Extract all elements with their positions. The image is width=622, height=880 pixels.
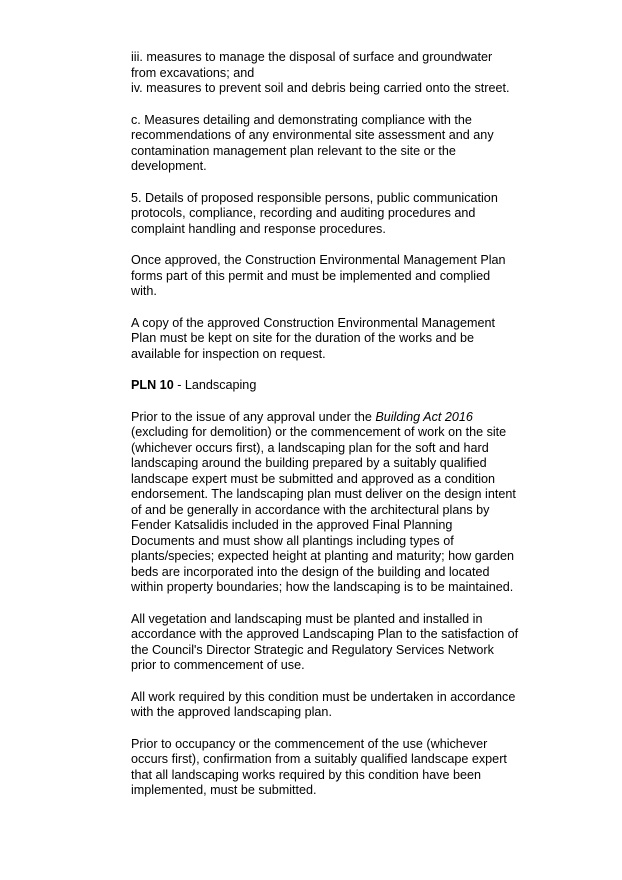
- paragraph-environmental-compliance: c. Measures detailing and demonstrating compliance with the recommendations of any environmental site assessment and any contamination management plan relevant to the site or the development.: [131, 112, 494, 173]
- landscaping-intro-text: Prior to the issue of any approval under the: [131, 409, 376, 424]
- paragraph-landscaping-plan: [131, 410, 531, 596]
- paragraph-cemp-copy: A copy of the approved Construction Environmental Management Plan must be kept on site for the duration of the works and be available for inspection on request.: [131, 315, 496, 361]
- paragraph-excavation-measures: iii. measures to manage the disposal of surface and groundwater from excavations; and iv. measures to prevent soil and debris being carried onto the street.: [131, 50, 510, 95]
- landscaping-intro-rest: (excluding for demolition) or the commencement of work on the site (whichever occurs first), a landscaping plan for the soft and hard landscaping around the building prepared by a suitably qualified landscape expert must be submitted and approved as a condition endorsement. The landscaping plan must deliver on the design intent of and be generally in accordance with the architectural plans by Fender Katsalidis included in the approved Final Planning Documents and must show all plantings including types of plants/species; expected height at planting and maturity; how garden beds are incorporated into the design of the building and located within property boundaries; how the landscaping is to be maintained.: [131, 425, 516, 594]
- paragraph-vegetation-planting: All vegetation and landscaping must be planted and installed in accordance with the approved Landscaping Plan to the satisfaction of the Council's Director Strategic and Regulatory Services Network prior to commencement of use.: [131, 611, 519, 672]
- paragraph-responsible-persons: 5. Details of proposed responsible persons, public communication protocols, compliance, recording and auditing procedures and complaint handling and response procedures.: [131, 190, 498, 236]
- paragraph-occupancy-confirmation: Prior to occupancy or the commencement of the use (whichever occurs first), confirmation from a suitably qualified landscape expert that all landscaping works required by this condition have been implemented, must be submitted.: [131, 736, 507, 797]
- section-heading: [131, 378, 531, 394]
- section-title: - Landscaping: [173, 378, 257, 392]
- paragraph-work-accordance: All work required by this condition must be undertaken in accordance with the approved landscaping plan.: [131, 689, 516, 719]
- act-reference: Building Act 2016: [375, 409, 473, 424]
- paragraph-cemp-approved: Once approved, the Construction Environmental Management Plan forms part of this permit and must be implemented and complied with.: [131, 253, 506, 298]
- document-page: [131, 50, 531, 815]
- section-code: PLN 10: [131, 378, 174, 392]
